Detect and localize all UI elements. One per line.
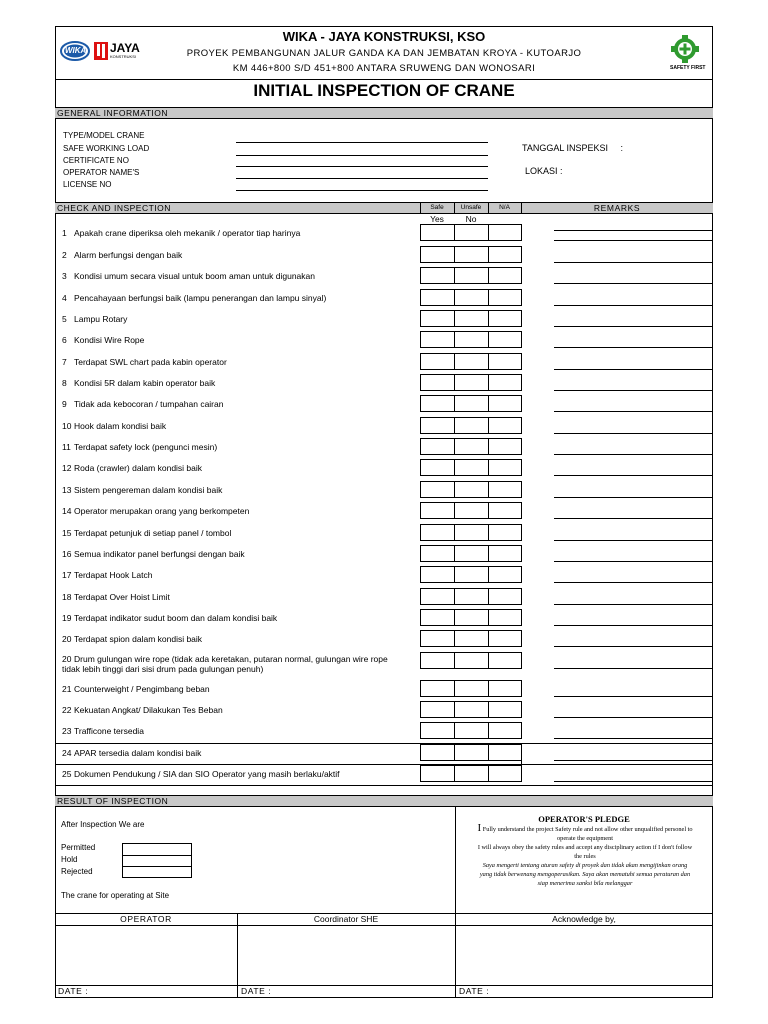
company-name: WIKA - JAYA KONSTRUKSI, KSO bbox=[282, 29, 486, 44]
item-number: 11 bbox=[62, 442, 71, 452]
item-number: 20 bbox=[62, 654, 72, 664]
checkbox-safe[interactable] bbox=[420, 609, 455, 626]
checkbox-safe[interactable] bbox=[420, 722, 455, 739]
item-text: Trafficone tersedia bbox=[74, 726, 144, 736]
option-rejected: Rejected bbox=[61, 867, 93, 876]
checklist-item bbox=[62, 228, 300, 238]
coordinator-date: DATE : bbox=[241, 986, 272, 996]
item-number: 21 bbox=[62, 684, 72, 694]
checkbox-safe[interactable] bbox=[420, 417, 455, 434]
checklist-item bbox=[62, 613, 277, 623]
form-title: INITIAL INSPECTION OF CRANE bbox=[253, 81, 515, 100]
checkbox-unsafe[interactable] bbox=[454, 680, 489, 697]
checkbox-safe[interactable] bbox=[420, 374, 455, 391]
checkbox-safe[interactable] bbox=[420, 701, 455, 718]
remarks-line[interactable] bbox=[554, 283, 712, 284]
checkbox-unsafe[interactable] bbox=[454, 481, 489, 498]
project-location: KM 446+800 S/D 451+800 ANTARA SRUWENG DAN WONOSARI bbox=[232, 63, 536, 74]
item-text: Kekuatan Angkat/ Dilakukan Tes Beban bbox=[74, 705, 223, 715]
col-na: N/A bbox=[499, 204, 510, 211]
checkbox-safe[interactable] bbox=[420, 353, 455, 370]
option-hold: Hold bbox=[61, 855, 78, 864]
checklist-item bbox=[62, 399, 223, 409]
input-type-model[interactable] bbox=[236, 142, 488, 143]
item-number: 16 bbox=[62, 549, 72, 559]
checkbox-unsafe[interactable] bbox=[454, 224, 489, 241]
remarks-line[interactable] bbox=[554, 390, 712, 391]
checkbox-safe[interactable] bbox=[420, 566, 455, 583]
checklist-item bbox=[62, 250, 182, 260]
checkbox-na[interactable] bbox=[488, 395, 522, 412]
item-number: 2 bbox=[62, 250, 67, 260]
checklist-item bbox=[62, 293, 326, 303]
remarks-line[interactable] bbox=[554, 540, 712, 541]
checkbox-unsafe[interactable] bbox=[454, 438, 489, 455]
item-number: 24 bbox=[62, 748, 72, 758]
item-text: APAR tersedia dalam kondisi baik bbox=[74, 748, 202, 758]
item-text: Semua indikator panel berfungsi dengan baik bbox=[74, 549, 245, 559]
checkbox-safe[interactable] bbox=[420, 545, 455, 562]
checkbox-unsafe[interactable] bbox=[454, 310, 489, 327]
project-name: PROYEK PEMBANGUNAN JALUR GANDA KA DAN JEMBATAN KROYA - KUTOARJO bbox=[186, 48, 582, 59]
item-text: Kondisi umum secara visual untuk boom aman untuk digunakan bbox=[74, 271, 315, 281]
checkbox-na[interactable] bbox=[488, 566, 522, 583]
checkbox-safe[interactable] bbox=[420, 481, 455, 498]
checkbox-na[interactable] bbox=[488, 331, 522, 348]
col-remarks: REMARKS bbox=[593, 203, 641, 213]
checklist-item bbox=[62, 442, 217, 452]
remarks-line[interactable] bbox=[554, 262, 712, 263]
field-type-model: TYPE/MODEL CRANE bbox=[63, 131, 145, 140]
tanggal-inspeksi-label: TANGGAL INSPEKSI : bbox=[522, 143, 624, 153]
acknowledge-date: DATE : bbox=[459, 986, 490, 996]
item-text: Drum gulungan wire rope (tidak ada keretakan, putaran normal, gulungan wire rope bbox=[74, 654, 388, 664]
checkbox-unsafe[interactable] bbox=[454, 331, 489, 348]
checklist-item bbox=[62, 357, 227, 367]
item-text: Roda (crawler) dalam kondisi baik bbox=[74, 463, 203, 473]
checkbox-safe[interactable] bbox=[420, 630, 455, 647]
checkbox-unsafe[interactable] bbox=[454, 765, 489, 782]
col-safe: Safe bbox=[430, 204, 444, 211]
checklist-item bbox=[62, 485, 222, 495]
checkbox-unsafe[interactable] bbox=[454, 588, 489, 605]
pledge-title: OPERATOR'S PLEDGE bbox=[538, 814, 630, 824]
checkbox-unsafe[interactable] bbox=[454, 459, 489, 476]
remarks-line[interactable] bbox=[554, 668, 712, 669]
remarks-line[interactable] bbox=[554, 454, 712, 455]
remarks-line[interactable] bbox=[554, 411, 712, 412]
item-text: Terdapat petunjuk di setiap panel / tombol bbox=[74, 528, 232, 538]
after-inspection-label: After Inspection We are bbox=[61, 820, 145, 829]
remarks-line[interactable] bbox=[554, 347, 712, 348]
item-text: Kondisi 5R dalam kabin operator baik bbox=[74, 378, 216, 388]
field-license: LICENSE NO bbox=[63, 180, 112, 189]
input-swl[interactable] bbox=[236, 155, 488, 156]
item-text: Terdapat spion dalam kondisi baik bbox=[74, 634, 203, 644]
item-number: 12 bbox=[62, 463, 72, 473]
checkbox-safe[interactable] bbox=[420, 459, 455, 476]
lokasi-label: LOKASI : bbox=[525, 166, 563, 176]
item-number: 8 bbox=[62, 378, 67, 388]
remarks-line[interactable] bbox=[554, 230, 712, 231]
item-text: Terdapat safety lock (pengunci mesin) bbox=[74, 442, 218, 452]
checkbox-na[interactable] bbox=[488, 545, 522, 562]
item-text: Operator merupakan orang yang berkompeten bbox=[74, 506, 250, 516]
acknowledge-sign-label: Acknowledge by, bbox=[552, 914, 616, 924]
checklist-item bbox=[62, 570, 152, 580]
checkbox-safe[interactable] bbox=[420, 246, 455, 263]
checkbox-na[interactable] bbox=[488, 722, 522, 739]
item-text: Lampu Rotary bbox=[74, 314, 128, 324]
checkbox-unsafe[interactable] bbox=[454, 267, 489, 284]
item-text-continued: tidak lebih tinggi dari sisi drum pada gulungan penuh) bbox=[62, 664, 264, 674]
item-text: Dokumen Pendukung / SIA dan SIO Operator yang masih berlaku/aktif bbox=[74, 769, 340, 779]
safety-first-logo: SAFETY FIRST bbox=[667, 34, 703, 74]
item-number: 13 bbox=[62, 485, 72, 495]
checkbox-na[interactable] bbox=[488, 701, 522, 718]
checkbox-safe[interactable] bbox=[420, 331, 455, 348]
item-text: Terdapat SWL chart pada kabin operator bbox=[74, 357, 227, 367]
checklist-item bbox=[62, 726, 144, 736]
checklist-item bbox=[62, 463, 202, 473]
checkbox-na[interactable] bbox=[488, 652, 522, 669]
field-operator-name: OPERATOR NAME'S bbox=[63, 168, 140, 177]
checklist-item bbox=[62, 549, 245, 559]
checkbox-na[interactable] bbox=[488, 374, 522, 391]
checkbox-safe[interactable] bbox=[420, 680, 455, 697]
checklist-item bbox=[62, 705, 223, 715]
checkbox-na[interactable] bbox=[488, 417, 522, 434]
remarks-line[interactable] bbox=[554, 518, 712, 519]
checkbox-safe[interactable] bbox=[420, 395, 455, 412]
result-heading: RESULT OF INSPECTION bbox=[57, 796, 169, 806]
checkbox-unsafe[interactable] bbox=[454, 374, 489, 391]
checkbox-safe[interactable] bbox=[420, 524, 455, 541]
acknowledge-signature-area[interactable] bbox=[456, 926, 712, 984]
row-separator bbox=[55, 743, 713, 744]
checklist-item bbox=[62, 335, 144, 345]
operator-signature-area[interactable] bbox=[56, 926, 236, 984]
checklist-item bbox=[62, 528, 231, 538]
checklist-item bbox=[62, 654, 388, 674]
yes-label: Yes bbox=[430, 214, 444, 224]
checkbox-safe[interactable] bbox=[420, 438, 455, 455]
checkbox-unsafe[interactable] bbox=[454, 417, 489, 434]
checkbox-na[interactable] bbox=[488, 588, 522, 605]
checkbox-unsafe[interactable] bbox=[454, 722, 489, 739]
checkbox-safe[interactable] bbox=[420, 588, 455, 605]
col-unsafe: Unsafe bbox=[460, 204, 482, 211]
checkbox-na[interactable] bbox=[488, 246, 522, 263]
remarks-line[interactable] bbox=[554, 305, 712, 306]
checkbox-safe[interactable] bbox=[420, 289, 455, 306]
checkbox-unsafe[interactable] bbox=[454, 630, 489, 647]
remarks-line[interactable] bbox=[554, 760, 712, 761]
remarks-line[interactable] bbox=[554, 240, 712, 241]
remarks-line[interactable] bbox=[554, 326, 712, 327]
checkbox-safe[interactable] bbox=[420, 310, 455, 327]
checkbox-unsafe[interactable] bbox=[454, 701, 489, 718]
item-number: 10 bbox=[62, 421, 72, 431]
checkbox-unsafe[interactable] bbox=[454, 524, 489, 541]
remarks-line[interactable] bbox=[554, 561, 712, 562]
checkbox-na[interactable] bbox=[488, 438, 522, 455]
item-number: 4 bbox=[62, 293, 67, 303]
wika-logo: WIKA bbox=[60, 41, 90, 61]
item-number: 6 bbox=[62, 335, 67, 345]
checkbox-na[interactable] bbox=[488, 267, 522, 284]
pledge-text-1: I Fully understand the project Safety rule and not allow other unqualified personel to operate the equipment I will always obey the safety rules and accept any disciplinary action if I don't follow the rules Saya mengerti tentang aturan safety di proyek dan tidak akan mengijinkan orang yang tidak berwenang mengoperasikan. Saya akan mematuhi semua peraturan dan siap menerima sanksi bila melanggar bbox=[477, 822, 693, 887]
checkbox-na[interactable] bbox=[488, 609, 522, 626]
item-text: Terdapat Hook Latch bbox=[74, 570, 153, 580]
item-number: 1 bbox=[62, 228, 67, 238]
remarks-line[interactable] bbox=[554, 781, 712, 782]
operator-date: DATE : bbox=[58, 986, 89, 996]
item-number: 22 bbox=[62, 705, 72, 715]
checklist-item bbox=[62, 634, 202, 644]
item-number: 7 bbox=[62, 357, 67, 367]
item-text: Kondisi Wire Rope bbox=[74, 335, 145, 345]
item-number: 19 bbox=[62, 613, 72, 623]
checklist-item bbox=[62, 592, 170, 602]
checkbox-safe[interactable] bbox=[420, 652, 455, 669]
checkbox-na[interactable] bbox=[488, 502, 522, 519]
item-text: Tidak ada kebocoran / tumpahan cairan bbox=[74, 399, 224, 409]
remarks-line[interactable] bbox=[554, 646, 712, 647]
item-number: 5 bbox=[62, 314, 67, 324]
item-number: 17 bbox=[62, 570, 72, 580]
row-separator bbox=[55, 785, 713, 786]
checklist-item bbox=[62, 506, 249, 516]
field-swl: SAFE WORKING LOAD bbox=[63, 144, 150, 153]
check-inspection-heading: CHECK AND INSPECTION bbox=[57, 203, 171, 213]
checklist-item bbox=[62, 769, 340, 779]
checkbox-na[interactable] bbox=[488, 353, 522, 370]
item-text: Sistem pengereman dalam kondisi baik bbox=[74, 485, 223, 495]
item-text: Hook dalam kondisi baik bbox=[74, 421, 167, 431]
checkbox-na[interactable] bbox=[488, 744, 522, 761]
checkbox-rejected[interactable] bbox=[122, 866, 192, 878]
general-information-heading: GENERAL INFORMATION bbox=[57, 108, 169, 118]
checklist-item bbox=[62, 378, 215, 388]
remarks-line[interactable] bbox=[554, 369, 712, 370]
item-text: Terdapat Over Hoist Limit bbox=[74, 592, 170, 602]
remarks-line[interactable] bbox=[554, 582, 712, 583]
checklist-item bbox=[62, 748, 201, 758]
checkbox-unsafe[interactable] bbox=[454, 353, 489, 370]
remarks-line[interactable] bbox=[554, 497, 712, 498]
remarks-line[interactable] bbox=[554, 717, 712, 718]
checkbox-unsafe[interactable] bbox=[454, 652, 489, 669]
no-label: No bbox=[465, 214, 477, 224]
item-number: 15 bbox=[62, 528, 72, 538]
checkbox-unsafe[interactable] bbox=[454, 609, 489, 626]
checkbox-na[interactable] bbox=[488, 481, 522, 498]
jaya-logo: JAYA KONSTRUKSI bbox=[93, 41, 143, 63]
row-separator bbox=[55, 764, 713, 765]
remarks-divider bbox=[521, 743, 522, 764]
checkbox-na[interactable] bbox=[488, 680, 522, 697]
input-operator-name[interactable] bbox=[236, 178, 488, 179]
checkbox-na[interactable] bbox=[488, 630, 522, 647]
remarks-line[interactable] bbox=[554, 475, 712, 476]
remarks-line[interactable] bbox=[554, 433, 712, 434]
checklist-item bbox=[62, 271, 315, 281]
checkbox-safe[interactable] bbox=[420, 502, 455, 519]
checkbox-safe[interactable] bbox=[420, 765, 455, 782]
checkbox-na[interactable] bbox=[488, 524, 522, 541]
checkbox-unsafe[interactable] bbox=[454, 246, 489, 263]
item-number: 20 bbox=[62, 634, 72, 644]
checklist-item bbox=[62, 421, 166, 431]
option-permitted: Permitted bbox=[61, 843, 96, 852]
checkbox-unsafe[interactable] bbox=[454, 545, 489, 562]
coordinator-sign-label: Coordinator SHE bbox=[313, 914, 379, 924]
checkbox-safe[interactable] bbox=[420, 267, 455, 284]
checkbox-unsafe[interactable] bbox=[454, 289, 489, 306]
item-text: Apakah crane diperiksa oleh mekanik / operator tiap harinya bbox=[74, 228, 301, 238]
remarks-line[interactable] bbox=[554, 604, 712, 605]
item-text: Counterweight / Pengimbang beban bbox=[74, 684, 210, 694]
checklist-item bbox=[62, 684, 210, 694]
input-certificate[interactable] bbox=[236, 166, 488, 167]
item-text: Alarm berfungsi dengan baik bbox=[74, 250, 183, 260]
checkbox-na[interactable] bbox=[488, 765, 522, 782]
checkbox-unsafe[interactable] bbox=[454, 566, 489, 583]
input-license[interactable] bbox=[236, 190, 488, 191]
item-number: 25 bbox=[62, 769, 72, 779]
item-text: Terdapat indikator sudut boom dan dalam kondisi baik bbox=[74, 613, 278, 623]
item-number: 18 bbox=[62, 592, 72, 602]
checkbox-unsafe[interactable] bbox=[454, 395, 489, 412]
checkbox-unsafe[interactable] bbox=[454, 502, 489, 519]
checkbox-safe[interactable] bbox=[420, 224, 455, 241]
crane-operating-label: The crane for operating at Site bbox=[61, 891, 170, 900]
item-number: 3 bbox=[62, 271, 67, 281]
remarks-line[interactable] bbox=[554, 738, 712, 739]
item-number: 23 bbox=[62, 726, 72, 736]
checkbox-safe[interactable] bbox=[420, 744, 455, 761]
checkbox-na[interactable] bbox=[488, 224, 522, 241]
operator-sign-label: OPERATOR bbox=[120, 914, 172, 924]
checkbox-na[interactable] bbox=[488, 310, 522, 327]
checkbox-na[interactable] bbox=[488, 289, 522, 306]
item-number: 14 bbox=[62, 506, 72, 516]
checklist-item bbox=[62, 314, 127, 324]
item-text: Pencahayaan berfungsi baik (lampu penerangan dan lampu sinyal) bbox=[74, 293, 327, 303]
field-certificate: CERTIFICATE NO bbox=[63, 156, 129, 165]
checkbox-unsafe[interactable] bbox=[454, 744, 489, 761]
remarks-line[interactable] bbox=[554, 696, 712, 697]
item-number: 9 bbox=[62, 399, 67, 409]
coordinator-signature-area[interactable] bbox=[238, 926, 454, 984]
remarks-line[interactable] bbox=[554, 625, 712, 626]
checkbox-na[interactable] bbox=[488, 459, 522, 476]
